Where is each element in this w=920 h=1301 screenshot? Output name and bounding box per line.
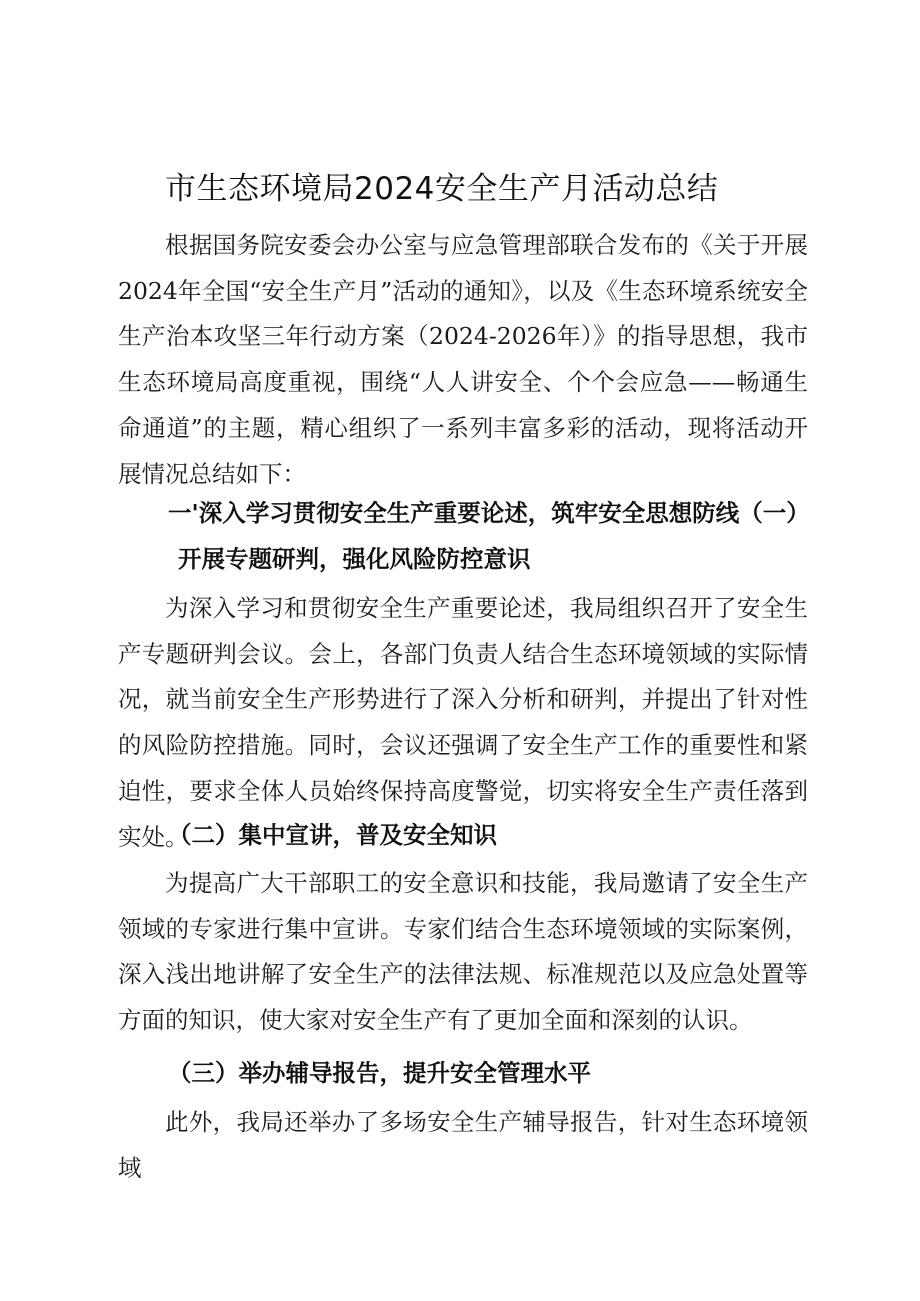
subsection-heading-3: （三）举办辅导报告，提升安全管理水平 xyxy=(168,1059,591,1087)
subsection-heading-1: 开展专题研判，强化风险防控意识 xyxy=(178,545,531,573)
document-title: 市生态环境局2024安全生产月活动总结 xyxy=(165,171,719,207)
paragraph-topic-research: 为深入学习和贯彻安全生产重要论述，我局组织召开了安全生产专题研判会议。会上，各部门负责人结合生态环境领域的实际情况，就当前安全生产形势进行了深入分析和研判，并提出了针对性的风险防控措施。同时，会议还强调了安全生产工作的重要性和紧迫性，要求全体人员始终保持高度警觉，切实将安全生产责任落到实处。 xyxy=(118,594,808,851)
intro-paragraph: 根据国务院安委会办公室与应急管理部联合发布的《关于开展2024年全国“安全生产月”活动的通知》，以及《生态环境系统安全生产治本攻坚三年行动方案（2024-2026年）》的指导思想，我市生态环境局高度重视，围绕“人人讲安全、个个会应急——畅通生命通道”的主题，精心组织了一系列丰富多彩的活动，现将活动开展情况总结如下： xyxy=(118,231,808,488)
paragraph-reports: 此外，我局还举办了多场安全生产辅导报告，针对生态环境领域 xyxy=(118,1108,808,1182)
section-heading-1: 一'深入学习贯彻安全生产重要论述，筑牢安全思想防线（一） xyxy=(168,499,810,527)
subsection-heading-2: （二）集中宣讲，普及安全知识 xyxy=(168,821,497,849)
paragraph-lectures: 为提高广大干部职工的安全意识和技能，我局邀请了安全生产领域的专家进行集中宣讲。专家们结合生态环境领域的实际案例，深入浅出地讲解了安全生产的法律法规、标准规范以及应急处置等方面的知识，使大家对安全生产有了更加全面和深刻的认识。 xyxy=(118,869,808,1035)
